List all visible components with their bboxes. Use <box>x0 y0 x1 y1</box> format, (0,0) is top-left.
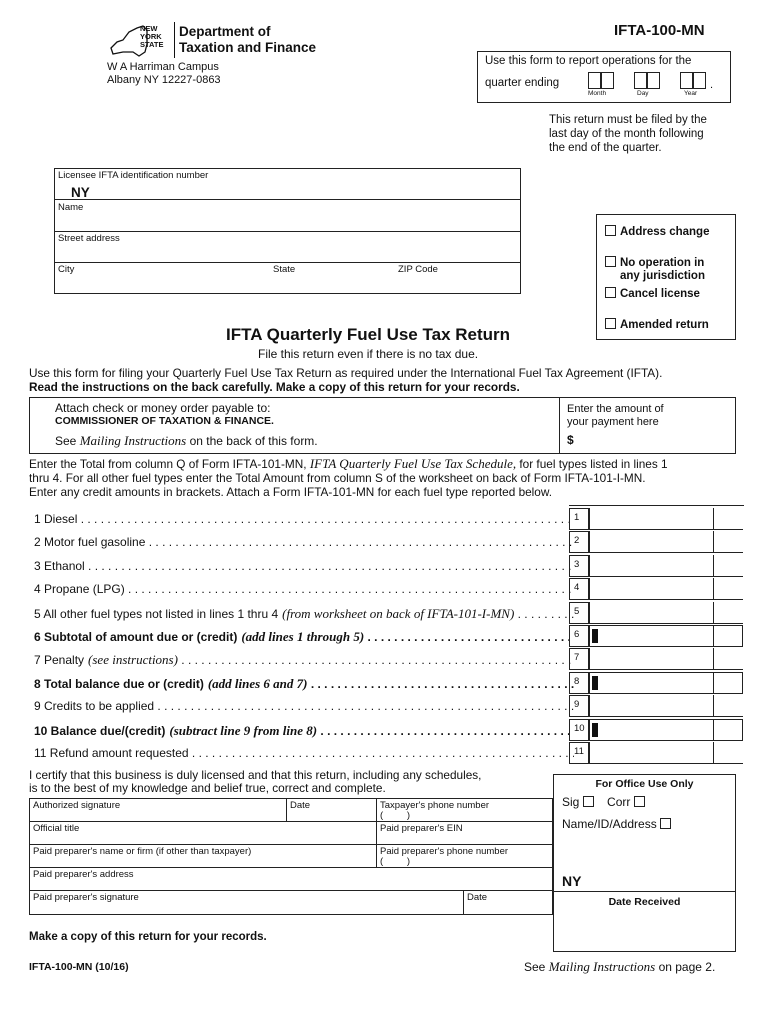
mailing-instructions-link[interactable]: Mailing Instructions <box>79 433 187 448</box>
form-title: IFTA Quarterly Fuel Use Tax Return <box>226 325 511 344</box>
line-7-amount-field[interactable] <box>589 648 714 670</box>
instructions-line1 <box>29 457 668 471</box>
line-6-number: 6 <box>569 625 589 647</box>
year-digit-2[interactable] <box>693 72 706 89</box>
payee-text: COMMISSIONER OF TAXATION & FINANCE. <box>55 415 274 427</box>
office-sig-checkbox[interactable] <box>583 796 594 807</box>
intro-line2: Read the instructions on the back carefully. Make a copy of this return for your records. <box>29 380 520 394</box>
no-operation-label-1: No operation in <box>620 257 705 269</box>
footer-mailing-link[interactable]: Mailing Instructions <box>548 959 656 974</box>
day-label: Day <box>637 90 649 97</box>
form-subtitle: File this return even if there is no tax due. <box>258 347 479 361</box>
address-change-option[interactable] <box>605 225 709 238</box>
cancel-license-checkbox[interactable] <box>605 287 616 298</box>
preparer-phone-label: Paid preparer's phone number <box>380 846 509 857</box>
line-5-label <box>34 606 574 624</box>
footer-tail: on page 2. <box>658 960 716 974</box>
address-change-label: Address change <box>620 226 710 238</box>
line-leader <box>34 582 574 596</box>
line-9-number: 9 <box>569 695 589 717</box>
line-2-number: 2 <box>569 531 589 553</box>
day-digit-1[interactable] <box>634 72 647 89</box>
office-name-id-label: Name/ID/Address <box>562 817 657 831</box>
ny-state-outline-icon <box>103 22 175 58</box>
logo-york: YORK <box>140 32 162 41</box>
city-label[interactable]: City <box>58 264 75 275</box>
office-ny: NY <box>562 873 582 889</box>
filing-note2: last day of the month following <box>549 128 704 140</box>
office-corr-checkbox[interactable] <box>634 796 645 807</box>
preparer-address-label: Paid preparer's address <box>33 869 134 880</box>
line-text: 4 Propane (LPG) <box>34 582 125 596</box>
line-6-cents-field[interactable] <box>713 625 743 647</box>
preparer-ein-label: Paid preparer's EIN <box>380 823 463 834</box>
divider <box>559 398 560 453</box>
line-11-amount-field[interactable] <box>589 742 714 764</box>
line-4-number: 4 <box>569 578 589 600</box>
line-5-number: 5 <box>569 602 589 624</box>
instructions-line2: thru 4. For all other fuel types enter the Total Amount from column S of the worksheet on back of Form IFTA-101-I-MN. <box>29 471 646 485</box>
line-text: 11 Refund amount requested <box>34 746 189 760</box>
no-operation-option[interactable] <box>605 256 705 283</box>
payment-enter1: Enter the amount of <box>567 403 664 415</box>
cancel-license-label: Cancel license <box>620 288 700 300</box>
line-leader <box>34 746 574 760</box>
line-4-label <box>34 582 574 600</box>
line-10-label <box>34 723 574 741</box>
line-1-cents-field[interactable] <box>713 508 743 530</box>
line-leader <box>34 676 574 692</box>
line-leader <box>34 652 574 668</box>
line-4-cents-field[interactable] <box>713 578 743 600</box>
line-11-cents-field[interactable] <box>713 742 743 764</box>
line-6-credit-marker <box>592 629 598 643</box>
licensee-box <box>54 168 521 294</box>
line-6-amount-field[interactable] <box>589 625 714 647</box>
line-leader <box>34 535 574 549</box>
divider <box>55 231 520 232</box>
preparer-name-field[interactable] <box>29 844 377 868</box>
preparer-date-label: Date <box>467 892 488 903</box>
line-text: 7 Penalty <box>34 653 85 667</box>
line-italic-note: (add lines 1 through 5) <box>241 629 365 644</box>
preparer-signature-field[interactable] <box>29 890 464 915</box>
instructions-p1b: IFTA Quarterly Fuel Use Tax Schedule, <box>309 456 517 471</box>
footer-see: See <box>524 960 546 974</box>
preparer-phone-parens: ( ) <box>380 856 411 867</box>
state-label[interactable]: State <box>273 264 296 275</box>
taxpayer-phone-field[interactable] <box>376 798 553 822</box>
office-name-id <box>562 817 675 831</box>
logo-state: STATE <box>140 40 164 49</box>
filing-note3: the end of the quarter. <box>549 142 662 154</box>
line-2-cents-field[interactable] <box>713 531 743 553</box>
official-title-label: Official title <box>33 823 80 834</box>
line-7-label <box>34 652 574 670</box>
no-operation-label-2: any jurisdiction <box>620 270 705 282</box>
office-corr-label: Corr <box>607 795 631 809</box>
instructions-p1c: for fuel types listed in lines 1 <box>519 457 668 471</box>
name-label[interactable]: Name <box>58 202 84 213</box>
line-italic-note: (subtract line 9 from line 8) <box>169 723 318 738</box>
month-digit-1[interactable] <box>588 72 601 89</box>
line-1-number: 1 <box>569 508 589 530</box>
ny-state-logo <box>103 22 175 58</box>
preparer-address-field[interactable] <box>29 867 553 891</box>
preparer-signature-label: Paid preparer's signature <box>33 892 139 903</box>
line-text: 6 Subtotal of amount due or (credit) <box>34 630 238 644</box>
preparer-name-label: Paid preparer's name or firm (if other than taxpayer) <box>33 846 252 857</box>
date-label: Date <box>290 800 311 811</box>
address-line2: Albany NY 12227-0863 <box>107 74 221 86</box>
official-title-field[interactable] <box>29 821 377 845</box>
line-9-amount-field[interactable] <box>589 695 714 717</box>
line-italic-note: (add lines 6 and 7) <box>207 676 308 691</box>
instructions-p1a: Enter the Total from column Q of Form IFTA-101-MN, <box>29 457 307 471</box>
line-2-amount-field[interactable] <box>589 531 714 553</box>
preparer-ein-field[interactable] <box>376 821 553 845</box>
line-10-number: 10 <box>569 719 589 741</box>
divider <box>554 891 735 892</box>
line-7-cents-field[interactable] <box>713 648 743 670</box>
attach-text: Attach check or money order payable to: <box>55 401 271 415</box>
line-10-cents-field[interactable] <box>713 719 743 741</box>
zip-label[interactable]: ZIP Code <box>398 264 438 275</box>
licensee-id-prefix[interactable]: NY <box>71 185 90 200</box>
quarter-period: . <box>710 79 714 91</box>
instructions-line3: Enter any credit amounts in brackets. Attach a Form IFTA-101-MN for each fuel type reported below. <box>29 485 553 499</box>
divider <box>55 262 520 263</box>
line-italic-note: (see instructions) <box>88 652 178 667</box>
day-digit-2[interactable] <box>647 72 660 89</box>
line-leader <box>34 559 574 573</box>
divider <box>55 199 520 200</box>
line-8-credit-marker <box>592 676 598 690</box>
line-11-label <box>34 746 574 764</box>
quarter-ending-box <box>477 51 731 103</box>
office-sig-label: Sig <box>562 795 580 809</box>
form-id: IFTA-100-MN <box>614 22 705 39</box>
line-leader <box>34 512 574 526</box>
status-checkbox-box <box>596 214 736 340</box>
address-line1: W A Harriman Campus <box>107 61 219 73</box>
line-4-amount-field[interactable] <box>589 578 714 600</box>
line-text: 8 Total balance due or (credit) <box>34 677 204 691</box>
line-text: 9 Credits to be applied <box>34 699 155 713</box>
lines-top-rule <box>569 505 744 506</box>
licensee-id-label: Licensee IFTA identification number <box>58 170 209 181</box>
office-use-box <box>553 774 736 952</box>
dept-line1: Department of <box>179 24 271 39</box>
logo-divider <box>174 22 175 58</box>
line-10-credit-marker <box>592 723 598 737</box>
line-text: 10 Balance due/(credit) <box>34 724 166 738</box>
line-7-number: 7 <box>569 648 589 670</box>
quarter-text1: Use this form to report operations for the <box>485 55 692 67</box>
certify-line1: I certify that this business is duly licensed and that this return, including any schedules, <box>29 768 482 782</box>
authorized-signature-field[interactable] <box>29 798 287 822</box>
footer-mailing-note <box>524 959 715 975</box>
see-tail-text: on the back of this form. <box>189 434 318 448</box>
street-label[interactable]: Street address <box>58 233 120 244</box>
amended-return-option[interactable] <box>605 318 709 331</box>
line-text: 1 Diesel <box>34 512 78 526</box>
line-3-label <box>34 559 574 577</box>
line-1-amount-field[interactable] <box>589 508 714 530</box>
year-digit-1[interactable] <box>680 72 693 89</box>
payment-box <box>29 397 736 454</box>
mailing-note <box>55 433 318 449</box>
line-leader <box>34 606 574 622</box>
line-8-label <box>34 676 574 694</box>
line-6-label <box>34 629 574 647</box>
line-5-cents-field[interactable] <box>713 602 743 624</box>
office-sig-corr <box>562 795 649 809</box>
taxpayer-phone-label: Taxpayer's phone number <box>380 800 490 811</box>
filing-note1: This return must be filed by the <box>549 114 707 126</box>
line-2-label <box>34 535 574 553</box>
authorized-signature-label: Authorized signature <box>33 800 121 811</box>
line-8-number: 8 <box>569 672 589 694</box>
line-3-number: 3 <box>569 555 589 577</box>
line-10-amount-field[interactable] <box>589 719 714 741</box>
line-11-number: 11 <box>569 742 589 764</box>
cancel-license-option[interactable] <box>605 287 700 300</box>
line-1-label <box>34 512 574 530</box>
line-9-label <box>34 699 574 717</box>
payment-amount-field[interactable]: $ <box>567 433 574 447</box>
payment-enter2: your payment here <box>567 416 659 428</box>
address-change-checkbox[interactable] <box>605 225 616 236</box>
month-label: Month <box>588 90 607 97</box>
line-8-cents-field[interactable] <box>713 672 743 694</box>
preparer-phone-field[interactable] <box>376 844 553 868</box>
line-text: 5 All other fuel types not listed in lines 1 thru 4 <box>34 607 279 621</box>
line-leader <box>34 699 574 713</box>
office-title: For Office Use Only <box>595 778 694 790</box>
preparer-date-field[interactable] <box>463 890 553 915</box>
line-9-cents-field[interactable] <box>713 695 743 717</box>
line-italic-note: (from worksheet on back of IFTA-101-I-MN) <box>282 606 515 621</box>
line-leader <box>34 629 574 645</box>
see-text: See <box>55 434 77 448</box>
line-leader <box>34 723 574 739</box>
amended-return-checkbox[interactable] <box>605 318 616 329</box>
date-field[interactable] <box>286 798 377 822</box>
no-operation-checkbox[interactable] <box>605 256 616 267</box>
month-digit-2[interactable] <box>601 72 614 89</box>
date-received-label: Date Received <box>608 896 681 908</box>
line-3-amount-field[interactable] <box>589 555 714 577</box>
certify-line2: is to the best of my knowledge and belief true, correct and complete. <box>29 781 386 795</box>
office-name-id-checkbox[interactable] <box>660 818 671 829</box>
taxpayer-phone-parens: ( ) <box>380 810 411 821</box>
amended-return-label: Amended return <box>620 319 709 331</box>
intro-line1: Use this form for filing your Quarterly Fuel Use Tax Return as required under the International Fuel Tax Agreement (IFTA). <box>29 366 663 380</box>
line-5-amount-field[interactable] <box>589 602 714 624</box>
footer-form-version: IFTA-100-MN (10/16) <box>29 961 129 973</box>
dept-line2: Taxation and Finance <box>179 40 317 55</box>
logo-new: NEW <box>140 24 158 33</box>
line-text: 2 Motor fuel gasoline <box>34 535 146 549</box>
year-label: Year <box>684 90 698 97</box>
quarter-text2: quarter ending <box>485 77 560 89</box>
footer-copy-note: Make a copy of this return for your records. <box>29 931 267 943</box>
line-8-amount-field[interactable] <box>589 672 714 694</box>
line-3-cents-field[interactable] <box>713 555 743 577</box>
line-text: 3 Ethanol <box>34 559 85 573</box>
